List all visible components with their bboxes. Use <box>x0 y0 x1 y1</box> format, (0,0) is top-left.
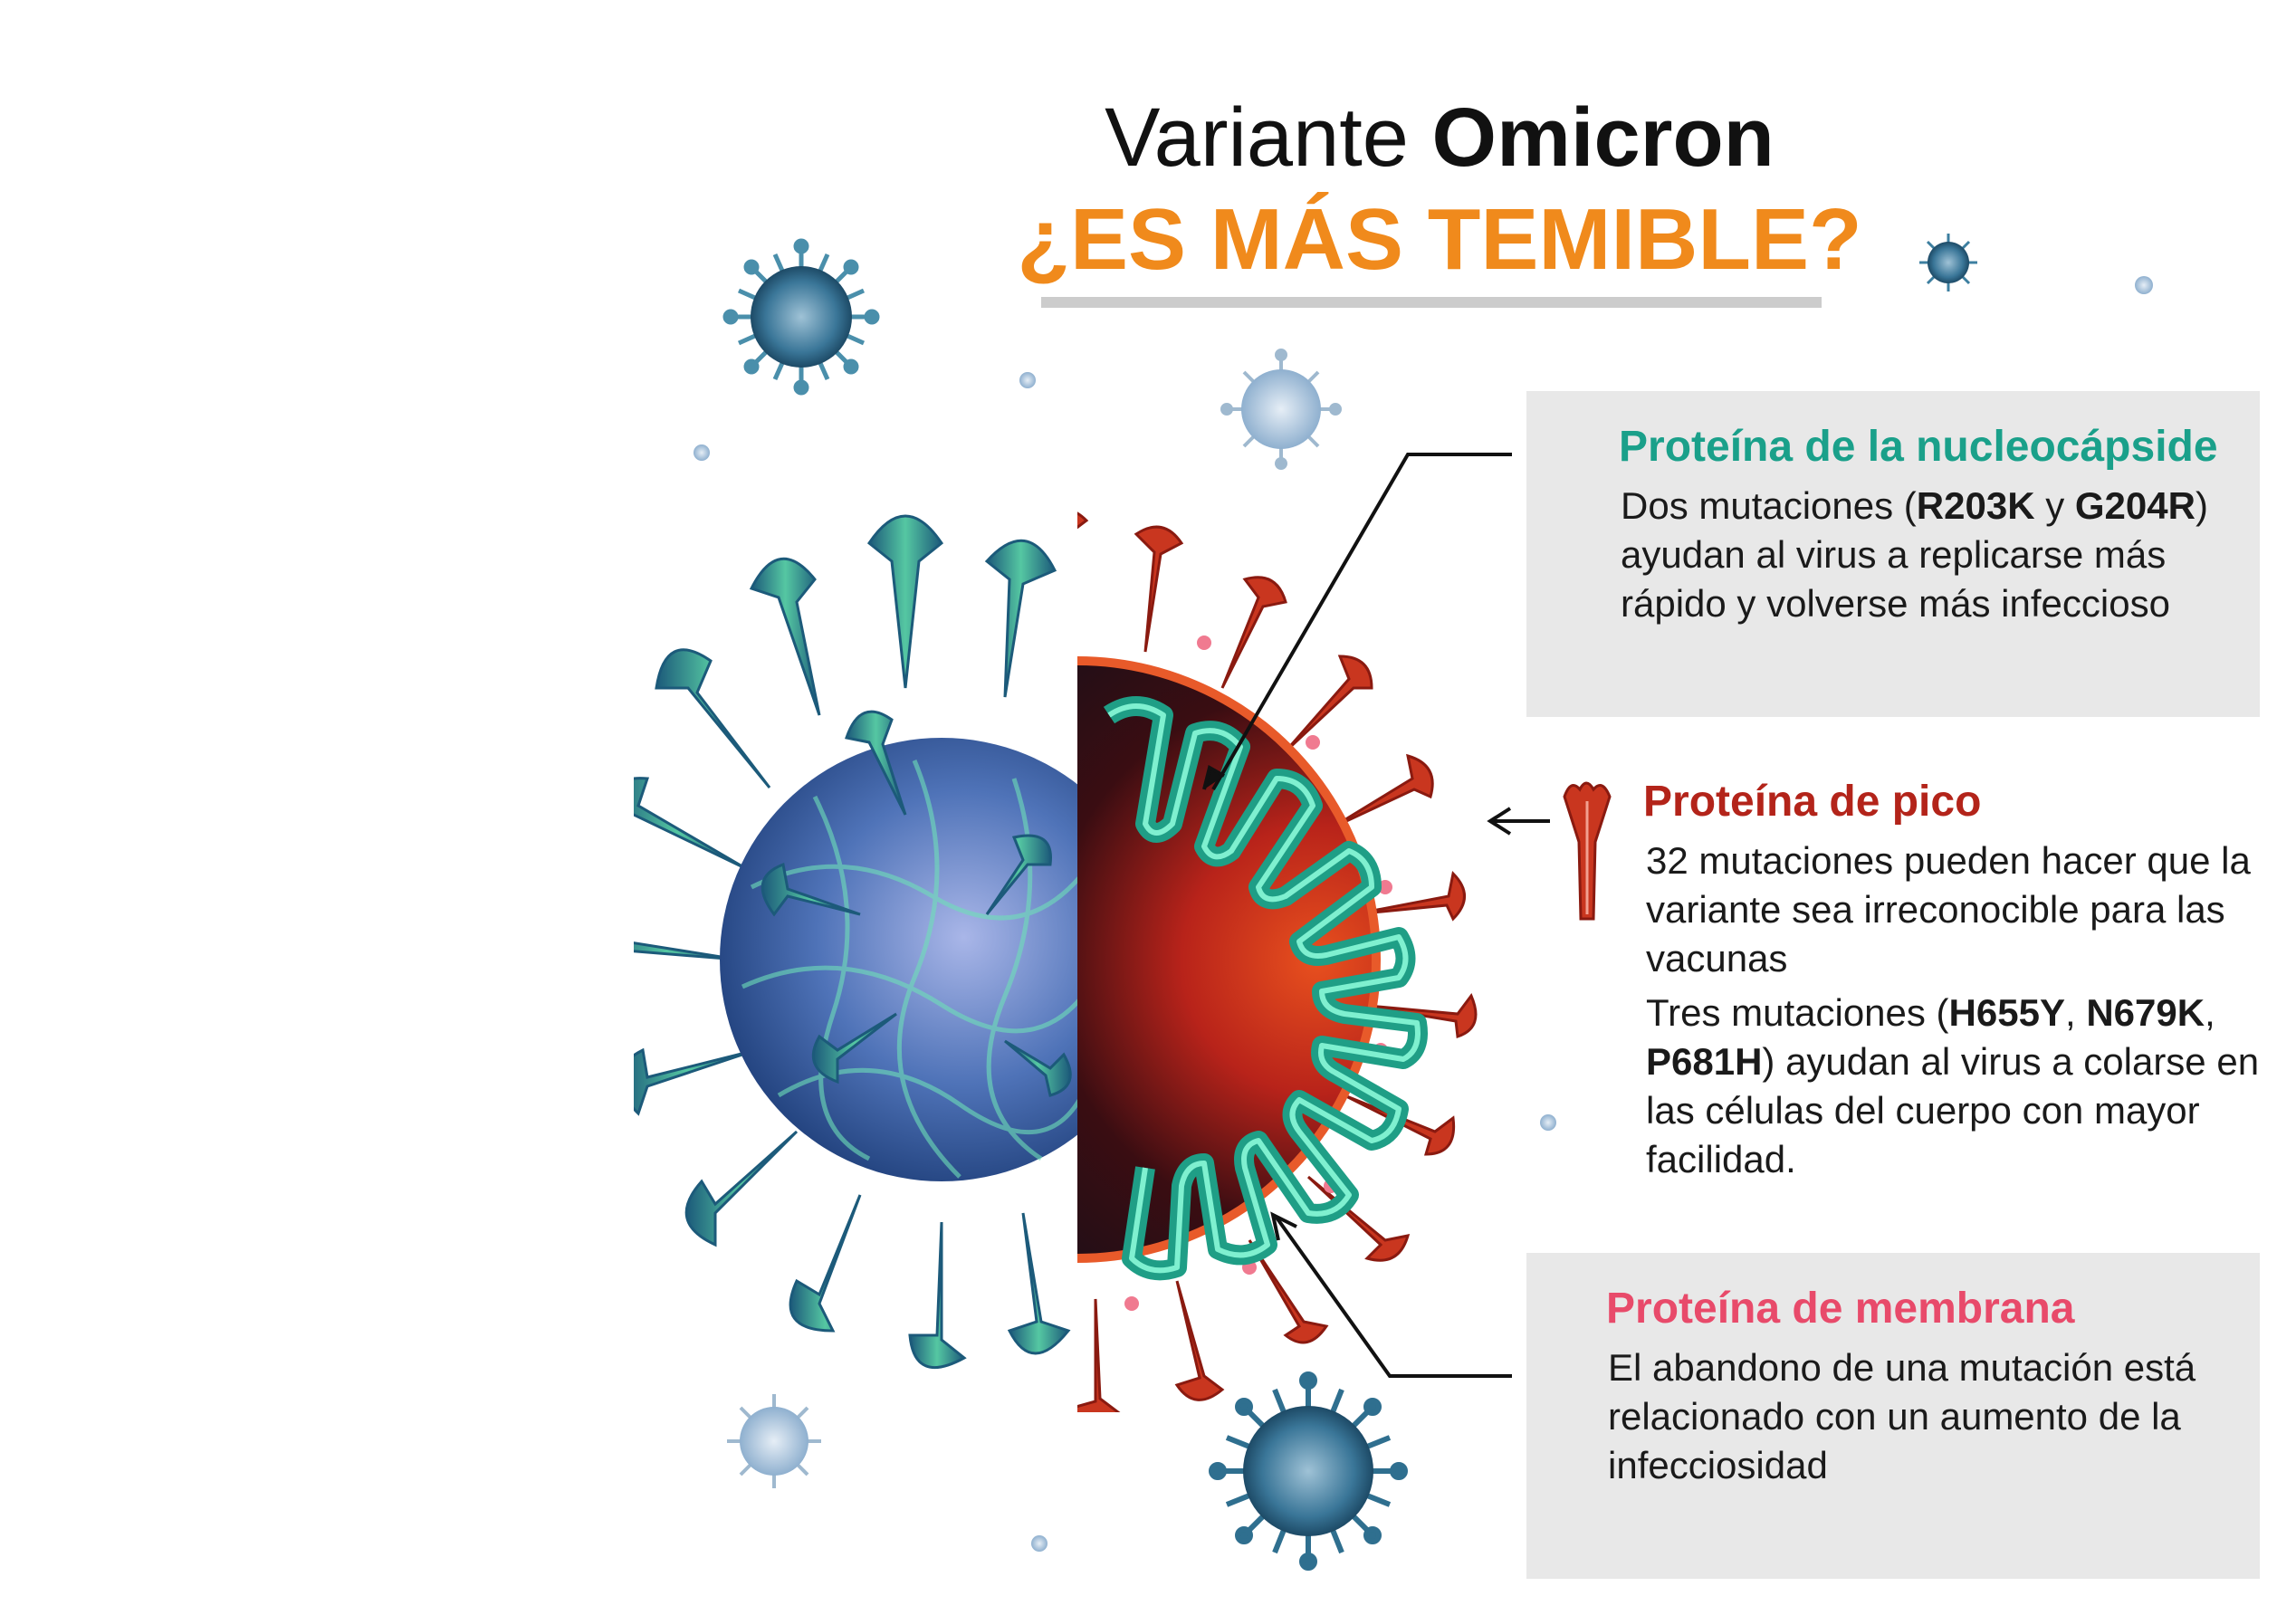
background-virus-icon <box>1222 350 1340 468</box>
title-line2: ¿ES MÁS TEMIBLE? <box>1017 191 1862 288</box>
spike-protein-icon <box>1564 783 1610 919</box>
title-underline <box>1041 297 1822 308</box>
pico-heading: Proteína de pico <box>1643 778 1982 826</box>
nucleocapside-description: Dos mutaciones (R203K y G204R) ayudan al virus a replicarse más rápido y volverse más infeccioso <box>1621 484 2208 625</box>
nucleocapside-heading: Proteína de la nucleocápside <box>1619 423 2218 471</box>
pico-description-1: 32 mutaciones pueden hacer que la variante sea irreconocible para las vacunas <box>1646 839 2251 980</box>
pointer-line-pico <box>1490 808 1550 834</box>
background-virus-icon <box>1211 1374 1405 1568</box>
background-virus-icon <box>727 1394 821 1488</box>
pico-description-2: Tres mutaciones (H655Y, N679K, P681H) ayudan al virus a colarse en las células del cuerpo con mayor facilidad. <box>1646 991 2260 1180</box>
membrana-heading: Proteína de membrana <box>1606 1285 2075 1333</box>
title-line1: Variante Omicron <box>1105 91 1775 184</box>
membrana-description: El abandono de una mutación está relacionado con un aumento de la infecciosidad <box>1608 1346 2196 1486</box>
background-virus-icon <box>725 241 877 393</box>
